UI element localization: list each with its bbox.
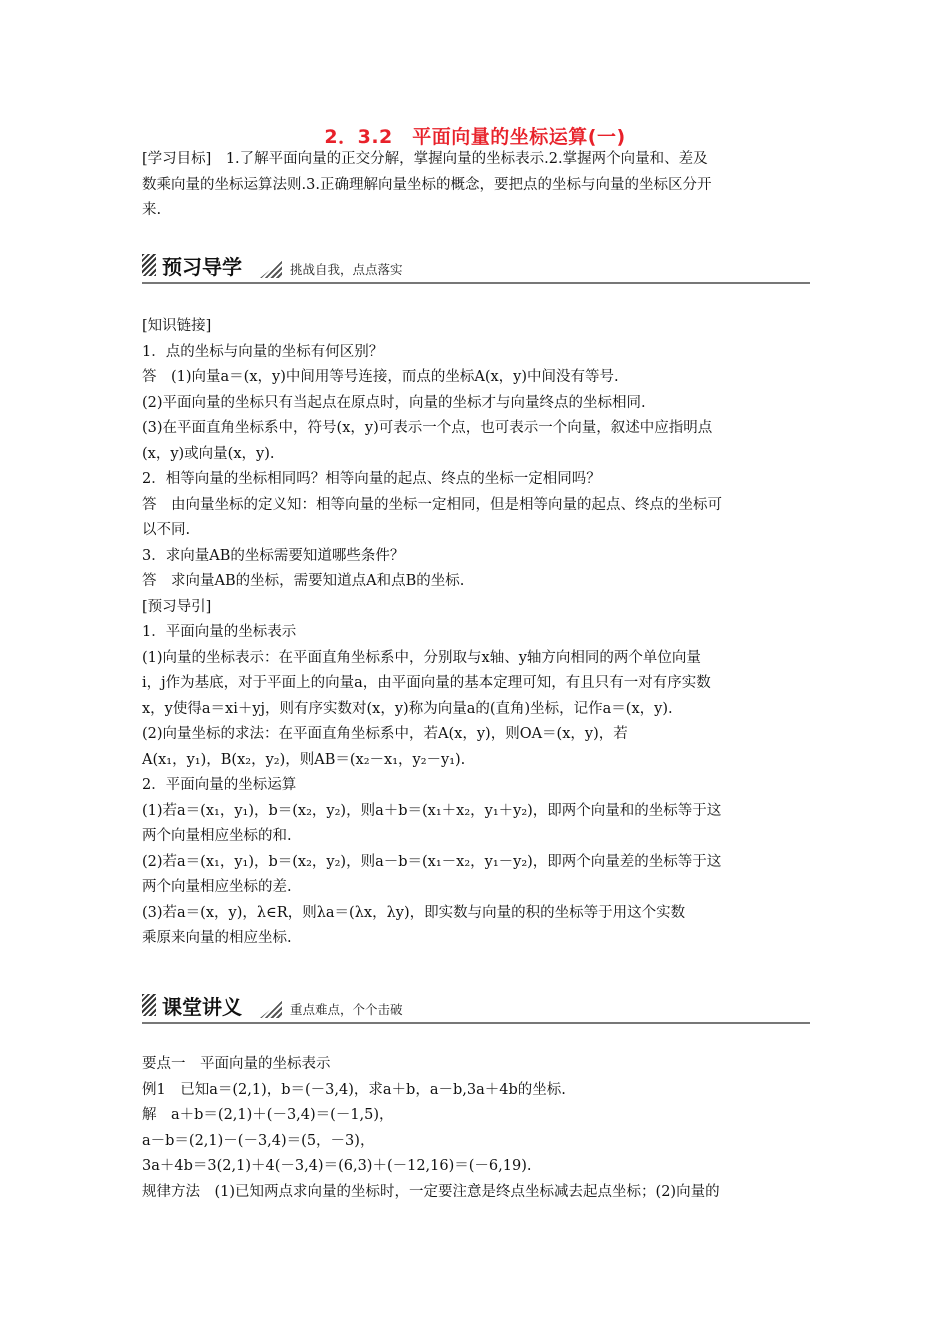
text-line: 3a＋4b＝3(2,1)＋4(－3,4)＝(6,3)＋(－12,16)＝(－6,19). (142, 1158, 532, 1174)
text-line: i，j作为基底，对于平面上的向量a，由平面向量的基本定理可知，有且只有一对有序实数 (142, 675, 711, 691)
text-line: (x，y)或向量(x，y). (142, 445, 275, 462)
section-rule (142, 1022, 810, 1024)
text-line: (2)若a＝(x₁，y₁)，b＝(x₂，y₂)，则a－b＝(x₁－x₂，y₁－y₂)，即两个向量差的坐标等于这 (142, 853, 722, 870)
text-line: (2)向量坐标的求法：在平面直角坐标系中，若A(x，y)，则OA＝(x，y)，若 (142, 726, 628, 742)
text-line: 以不同. (142, 522, 191, 538)
text-line: 要点一 平面向量的坐标表示 (142, 1056, 331, 1072)
text-line: 规律方法 (1)已知两点求向量的坐标时，一定要注意是终点坐标减去起点坐标；(2)向量的 (142, 1183, 720, 1200)
hatch-triangle-icon (260, 260, 282, 278)
text-line: 2．平面向量的坐标运算 (142, 777, 297, 793)
learning-objectives (142, 147, 812, 224)
hatch-triangle-icon (260, 1000, 282, 1018)
text-line: 2．相等向量的坐标相同吗？相等向量的起点、终点的坐标一定相同吗？ (142, 471, 601, 487)
section-subtitle: 重点难点，个个击破 (290, 1002, 403, 1017)
text-line: 两个向量相应坐标的和. (142, 828, 292, 844)
page-title: 2．3.2 平面向量的坐标运算(一) (324, 126, 626, 148)
lecture-content (142, 1052, 812, 1205)
text-line: a－b＝(2,1)－(－3,4)＝(5，－3)， (142, 1132, 375, 1149)
section-rule (142, 282, 810, 284)
text-line: 例1 已知a＝(2,1)，b＝(－3,4)，求a＋b，a－b,3a＋4b的坐标. (142, 1081, 566, 1098)
text-line: 1．点的坐标与向量的坐标有何区别？ (142, 343, 384, 360)
text-line: (3)在平面直角坐标系中，符号(x，y)可表示一个点，也可表示一个向量，叙述中应指明点 (142, 420, 713, 436)
text-line: [预习导引] (142, 598, 212, 615)
hatch-decoration-icon (142, 254, 156, 276)
text-line: 答 (1)向量a＝(x，y)中间用等号连接，而点的坐标A(x，y)中间没有等号. (142, 369, 619, 385)
text-line: [知识链接] (142, 318, 212, 334)
text-line: x，y使得a＝xi＋yj，则有序实数对(x，y)称为向量a的(直角)坐标，记作a＝(x，y). (142, 700, 673, 717)
text-line: (3)若a＝(x，y)，λ∈R，则λa＝(λx，λy)，即实数与向量的积的坐标等于用这个实数 (142, 904, 686, 921)
section-label: 预习导学 (162, 255, 242, 279)
text-line: 答 求向量AB的坐标，需要知道点A和点B的坐标. (142, 573, 465, 589)
text-line: 解 a＋b＝(2,1)＋(－3,4)＝(－1,5)， (142, 1107, 394, 1123)
section-header-lecture (142, 990, 810, 1024)
text-line: 1．平面向量的坐标表示 (142, 624, 297, 640)
section-subtitle: 挑战自我，点点落实 (290, 262, 403, 277)
text-line: 乘原来向量的相应坐标. (142, 930, 292, 946)
preview-content (142, 314, 812, 952)
text-line: (1)若a＝(x₁，y₁)，b＝(x₂，y₂)，则a＋b＝(x₁＋x₂，y₁＋y₂)，即两个向量和的坐标等于这 (142, 802, 722, 819)
section-label: 课堂讲义 (162, 995, 242, 1019)
objective-line: [学习目标] 1.了解平面向量的正交分解，掌握向量的坐标表示.2.掌握两个向量和、差及 (142, 151, 708, 167)
objective-line: 来. (142, 202, 162, 218)
text-line: A(x₁，y₁)，B(x₂，y₂)，则AB＝(x₂－x₁，y₂－y₁). (142, 751, 466, 768)
text-line: 3．求向量AB的坐标需要知道哪些条件？ (142, 547, 405, 564)
objective-line: 数乘向量的坐标运算法则.3.正确理解向量坐标的概念，要把点的坐标与向量的坐标区分开 (142, 176, 712, 193)
section-header-preview (142, 250, 810, 284)
text-line: 两个向量相应坐标的差. (142, 879, 292, 895)
text-line: (2)平面向量的坐标只有当起点在原点时，向量的坐标才与向量终点的坐标相同. (142, 394, 646, 411)
hatch-decoration-icon (142, 994, 156, 1016)
text-line: (1)向量的坐标表示：在平面直角坐标系中，分别取与x轴、y轴方向相同的两个单位向量 (142, 649, 701, 666)
text-line: 答 由向量坐标的定义知：相等向量的坐标一定相同，但是相等向量的起点、终点的坐标可 (142, 496, 722, 513)
